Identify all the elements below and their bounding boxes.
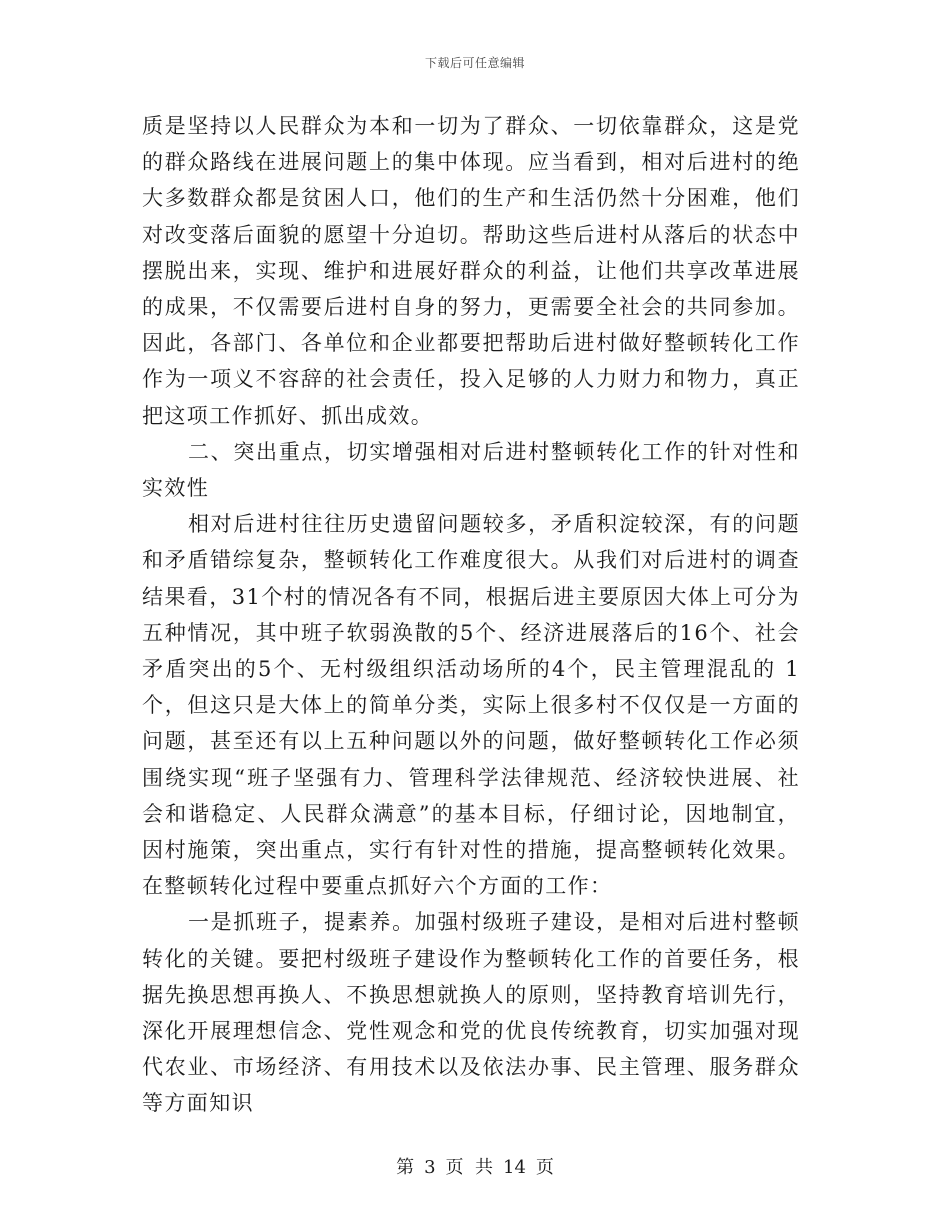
paragraph-continuation: 质是坚持以人民群众为本和一切为了群众、一切依靠群众，这是党的群众路线在进展问题上的集中体现。应当看到，相对后进村的绝大多数群众都是贫困人口，他们的生产和生活仍然十分困难，他们对改变落后面貌的愿望十分迫切。帮助这些后进村从落后的状态中摆脱出来，实现、维护和进展好群众的利益，让他们共享改革进展的成果，不仅需要后进村自身的努力，更需要全社会的共同参加。因此，各部门、各单位和企业都要把帮助后进村做好整顿转化工作作为一项义不容辞的社会责任，投入足够的人力财力和物力，真正把这项工作抓好、抓出成效。 <box>142 114 800 428</box>
footer-middle: 页 共 <box>445 1157 493 1178</box>
section-heading: 二、突出重点，切实增强相对后进村整顿转化工作的针对性和实效性 <box>142 439 800 501</box>
current-page-number: 3 <box>424 1157 436 1178</box>
footer-suffix: 页 <box>535 1157 554 1178</box>
header-note: 下载后可任意编辑 <box>424 56 525 70</box>
paragraph: 一是抓班子，提素养。加强村级班子建设，是相对后进村整顿转化的关键。要把村级班子建设作为整顿转化工作的首要任务，根据先换思想再换人、不换思想就换人的原则，坚持教育培训先行，深化开展理想信念、党性观念和党的优良传统教育，切实加强对现代农业、市场经济、有用技术以及依法办事、民主管理、服务群众等方面知识 <box>142 910 800 1116</box>
paragraph: 相对后进村往往历史遗留问题较多，矛盾积淀较深，有的问题和矛盾错综复杂，整顿转化工作难度很大。从我们对后进村的调查结果看，31个村的情况各有不同，根据后进主要原因大体上可分为五种情况，其中班子软弱涣散的5个、经济进展落后的16个、社会矛盾突出的5个、无村级组织活动场所的4个，民主管理混乱的 1个，但这只是大体上的简单分类，实际上很多村不仅仅是一方面的问题，甚至还有以上五种问题以外的问题，做好整顿转化工作必须围绕实现“班子坚强有力、管理科学法律规范、经济较快进展、社会和谐稳定、人民群众满意”的基本目标，仔细讨论，因地制宜，因村施策，突出重点，实行有针对性的措施，提高整顿转化效果。在整顿转化过程中要重点抓好六个方面的工作： <box>142 512 800 899</box>
total-page-count: 14 <box>503 1157 526 1178</box>
footer-prefix: 第 <box>396 1157 415 1178</box>
page-number-footer <box>0 1153 950 1179</box>
document-body <box>142 108 800 1122</box>
